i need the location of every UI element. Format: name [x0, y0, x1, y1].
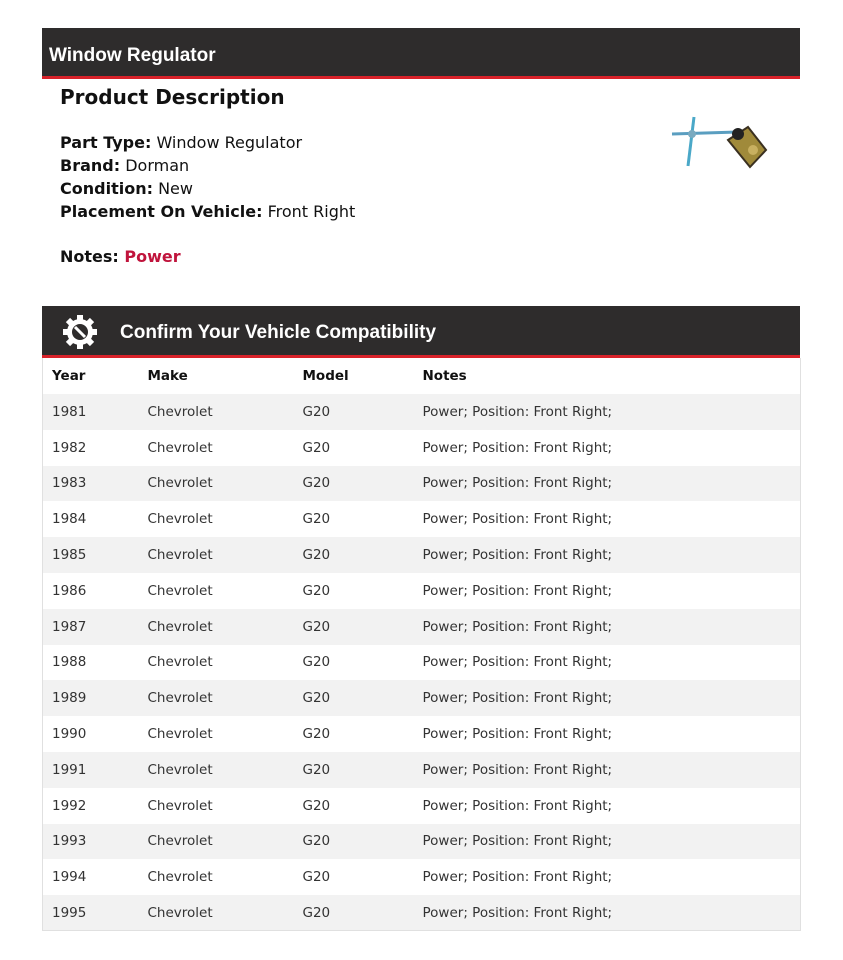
compatibility-title: Confirm Your Vehicle Compatibility — [120, 322, 437, 343]
table-row — [43, 394, 801, 430]
cell-year: 1986 — [52, 582, 87, 599]
cell-notes: Power; Position: Front Right; — [422, 761, 613, 778]
field-value: Window Regulator — [156, 133, 303, 152]
cell-notes: Power; Position: Front Right; — [422, 403, 613, 420]
cell-notes: Power; Position: Front Right; — [422, 726, 613, 743]
cell-model: G20 — [302, 690, 331, 707]
cell-year: 1983 — [52, 475, 87, 492]
cell-model: G20 — [302, 869, 331, 886]
column-model: Model — [302, 368, 349, 384]
cell-notes: Power; Position: Front Right; — [422, 654, 613, 671]
cell-make: Chevrolet — [147, 654, 213, 671]
cell-year: 1987 — [52, 618, 87, 635]
cell-year: 1984 — [52, 511, 87, 528]
cell-notes: Power; Position: Front Right; — [422, 475, 613, 492]
table-row — [43, 430, 801, 466]
cell-year: 1993 — [52, 833, 87, 850]
field-1 — [60, 154, 355, 177]
cell-notes: Power; Position: Front Right; — [422, 833, 613, 850]
cell-make: Chevrolet — [147, 475, 213, 492]
cell-model: G20 — [302, 547, 331, 564]
table-row — [43, 573, 801, 609]
cell-make: Chevrolet — [147, 833, 213, 850]
compatibility-table — [42, 358, 801, 931]
cell-model: G20 — [302, 726, 331, 743]
table-row — [43, 788, 801, 824]
cell-make: Chevrolet — [147, 690, 213, 707]
field-0 — [60, 131, 355, 154]
cell-notes: Power; Position: Front Right; — [422, 618, 613, 635]
table-row — [43, 609, 801, 645]
cell-model: G20 — [302, 654, 331, 671]
cell-year: 1994 — [52, 869, 87, 886]
cell-make: Chevrolet — [147, 797, 213, 814]
cell-year: 1981 — [52, 403, 87, 420]
cell-year: 1992 — [52, 797, 87, 814]
table-row — [43, 680, 801, 716]
cell-notes: Power; Position: Front Right; — [422, 904, 613, 921]
cell-make: Chevrolet — [147, 403, 213, 420]
cell-make: Chevrolet — [147, 439, 213, 456]
cell-model: G20 — [302, 403, 331, 420]
cell-year: 1985 — [52, 547, 87, 564]
column-year: Year — [52, 368, 86, 384]
column-make: Make — [147, 368, 188, 384]
notes-line — [60, 245, 355, 268]
table-row — [43, 752, 801, 788]
cell-notes: Power; Position: Front Right; — [422, 797, 613, 814]
field-2 — [60, 177, 355, 200]
cell-model: G20 — [302, 761, 331, 778]
product-image — [668, 112, 768, 178]
table-row — [43, 824, 801, 860]
cell-notes: Power; Position: Front Right; — [422, 582, 613, 599]
cell-make: Chevrolet — [147, 618, 213, 635]
field-label: Condition: — [60, 179, 153, 198]
compatibility-bar — [42, 306, 800, 358]
table-row — [43, 716, 801, 752]
cell-make: Chevrolet — [147, 726, 213, 743]
cell-year: 1988 — [52, 654, 87, 671]
description-heading: Product Description — [60, 85, 285, 109]
table-row — [43, 895, 801, 931]
column-notes: Notes — [422, 368, 467, 384]
cell-make: Chevrolet — [147, 761, 213, 778]
table-row — [43, 645, 801, 681]
cell-model: G20 — [302, 511, 331, 528]
cell-model: G20 — [302, 439, 331, 456]
cell-model: G20 — [302, 904, 331, 921]
field-value: Dorman — [125, 156, 190, 175]
cell-model: G20 — [302, 833, 331, 850]
cell-year: 1995 — [52, 904, 87, 921]
product-title-bar — [42, 28, 800, 79]
notes-label: Notes: — [60, 247, 119, 266]
cell-year: 1990 — [52, 726, 87, 743]
cell-make: Chevrolet — [147, 904, 213, 921]
table-row — [43, 537, 801, 573]
cell-notes: Power; Position: Front Right; — [422, 511, 613, 528]
cell-notes: Power; Position: Front Right; — [422, 690, 613, 707]
field-label: Part Type: — [60, 133, 152, 152]
cell-make: Chevrolet — [147, 582, 213, 599]
table-row — [43, 466, 801, 502]
field-label: Placement On Vehicle: — [60, 202, 263, 221]
field-3 — [60, 200, 355, 223]
cell-model: G20 — [302, 475, 331, 492]
cell-model: G20 — [302, 797, 331, 814]
cell-year: 1982 — [52, 439, 87, 456]
product-description — [60, 86, 355, 268]
table-header-row — [43, 358, 801, 394]
cell-year: 1989 — [52, 690, 87, 707]
cell-notes: Power; Position: Front Right; — [422, 869, 613, 886]
table-row — [43, 501, 801, 537]
product-title: Window Regulator — [49, 45, 216, 66]
field-label: Brand: — [60, 156, 121, 175]
gear-wrench-icon — [62, 314, 98, 350]
field-value: Front Right — [267, 202, 356, 221]
cell-notes: Power; Position: Front Right; — [422, 439, 613, 456]
cell-model: G20 — [302, 582, 331, 599]
notes-value: Power — [124, 247, 181, 266]
cell-year: 1991 — [52, 761, 87, 778]
field-value: New — [158, 179, 193, 198]
cell-notes: Power; Position: Front Right; — [422, 547, 613, 564]
table-row — [43, 859, 801, 895]
cell-model: G20 — [302, 618, 331, 635]
cell-make: Chevrolet — [147, 869, 213, 886]
cell-make: Chevrolet — [147, 511, 213, 528]
cell-make: Chevrolet — [147, 547, 213, 564]
